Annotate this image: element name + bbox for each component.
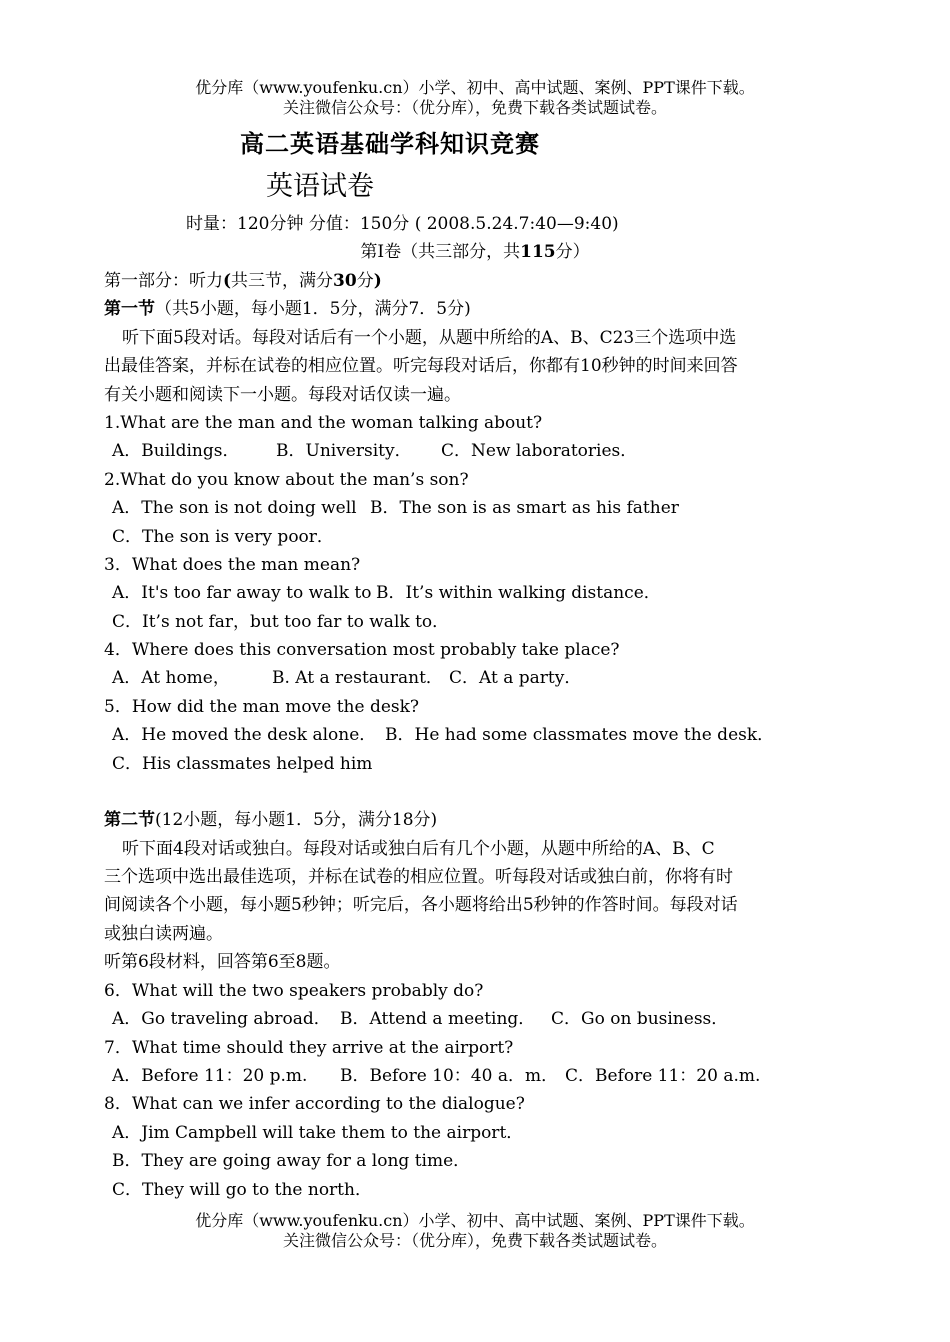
question-1: 1.What are the man and the woman talking about? bbox=[104, 413, 543, 433]
q5-option-b: B．He had some classmates move the desk． bbox=[385, 725, 775, 745]
q4-option-b: B. At a restaurant． bbox=[272, 668, 443, 688]
q8-option-a: A．Jim Campbell will take them to the airport． bbox=[112, 1123, 524, 1143]
q3-option-c: C．It’s not far，but too far to walk to． bbox=[112, 612, 450, 632]
q2-option-b: B．The son is as smart as his father bbox=[370, 498, 679, 518]
q7-option-b: B．Before 10：40 a．m． bbox=[340, 1066, 559, 1086]
section2-instructions-1: 听下面4段对话或独白。每段对话或独白后有几个小题，从题中所给的A、B、C bbox=[122, 839, 715, 859]
question-3: 3．What does the man mean? bbox=[104, 555, 361, 575]
question-6: 6．What will the two speakers probably do? bbox=[104, 981, 484, 1001]
section1-heading: 第一节（共5小题，每小题1．5分，满分7．5分) bbox=[104, 299, 471, 319]
q4-option-a: A．At home， bbox=[112, 668, 230, 688]
footer-line-2: 关注微信公众号：（优分库），免费下载各类试题试卷。 bbox=[282, 1231, 667, 1250]
volume-heading: 第Ⅰ卷（共三部分，共115分） bbox=[360, 242, 590, 262]
header-line-1: 优分库（www.youfenku.cn）小学、初中、高中试题、案例、PPT课件下载。 bbox=[195, 78, 755, 97]
q6-option-b: B．Attend a meeting． bbox=[340, 1009, 536, 1029]
q1-option-b: B．University． bbox=[276, 441, 412, 461]
q5-option-a: A．He moved the desk alone． bbox=[112, 725, 377, 745]
section2-instructions-4: 或独白读两遍。 bbox=[104, 924, 223, 944]
exam-title: 高二英语基础学科知识竞赛 bbox=[240, 129, 540, 158]
part1-heading: 第一部分：听力(共三节，满分30分) bbox=[104, 271, 382, 291]
question-5: 5．How did the man move the desk? bbox=[104, 697, 420, 717]
q7-option-a: A．Before 11：20 p.m. bbox=[112, 1066, 308, 1086]
q6-option-c: C．Go on business． bbox=[551, 1009, 729, 1029]
q2-option-a: A．The son is not doing well bbox=[112, 498, 357, 518]
section2-instructions-2: 三个选项中选出最佳选项，并标在试卷的相应位置。听每段对话或独白前，你将有时 bbox=[104, 867, 733, 887]
time-info: 时量：120分钟 分值：150分 ( 2008.5.24.7:40—9:40) bbox=[186, 214, 619, 234]
footer-line-1: 优分库（www.youfenku.cn）小学、初中、高中试题、案例、PPT课件下载。 bbox=[195, 1211, 755, 1230]
q1-option-c: C．New laboratories． bbox=[441, 441, 638, 461]
q3-option-a: A．It's too far away to walk to bbox=[112, 583, 372, 603]
section1-instructions-2: 出最佳答案，并标在试卷的相应位置。听完每段对话后，你都有10秒钟的时间来回答 bbox=[104, 356, 738, 376]
header-line-2: 关注微信公众号：（优分库），免费下载各类试题试卷。 bbox=[282, 98, 667, 117]
q5-option-c: C．His classmates helped him bbox=[112, 754, 373, 774]
question-4: 4．Where does this conversation most probably take place? bbox=[104, 640, 620, 660]
q7-option-c: C．Before 11：20 a.m. bbox=[565, 1066, 761, 1086]
q1-option-a: A．Buildings． bbox=[112, 441, 240, 461]
question-2: 2.What do you know about the man’s son? bbox=[104, 470, 469, 490]
q4-option-c: C．At a party． bbox=[449, 668, 582, 688]
q2-option-c: C．The son is very poor． bbox=[112, 527, 334, 547]
exam-subtitle: 英语试卷 bbox=[266, 171, 374, 202]
q8-option-c: C．They will go to the north． bbox=[112, 1180, 372, 1200]
material-note: 听第6段材料，回答第6至8题。 bbox=[104, 952, 341, 972]
q8-option-b: B．They are going away for a long time． bbox=[112, 1151, 471, 1171]
section1-instructions-3: 有关小题和阅读下一小题。每段对话仅读一遍。 bbox=[104, 385, 461, 405]
q6-option-a: A．Go traveling abroad． bbox=[112, 1009, 331, 1029]
q3-option-b: B．It’s within walking distance． bbox=[376, 583, 661, 603]
section2-heading: 第二节(12小题，每小题1．5分，满分18分) bbox=[104, 810, 438, 830]
question-8: 8．What can we infer according to the dialogue? bbox=[104, 1094, 525, 1114]
section1-instructions-1: 听下面5段对话。每段对话后有一个小题，从题中所给的A、B、C23三个选项中选 bbox=[122, 328, 737, 348]
section2-instructions-3: 间阅读各个小题，每小题5秒钟；听完后，各小题将给出5秒钟的作答时间。每段对话 bbox=[104, 895, 738, 915]
question-7: 7．What time should they arrive at the airport? bbox=[104, 1038, 514, 1058]
